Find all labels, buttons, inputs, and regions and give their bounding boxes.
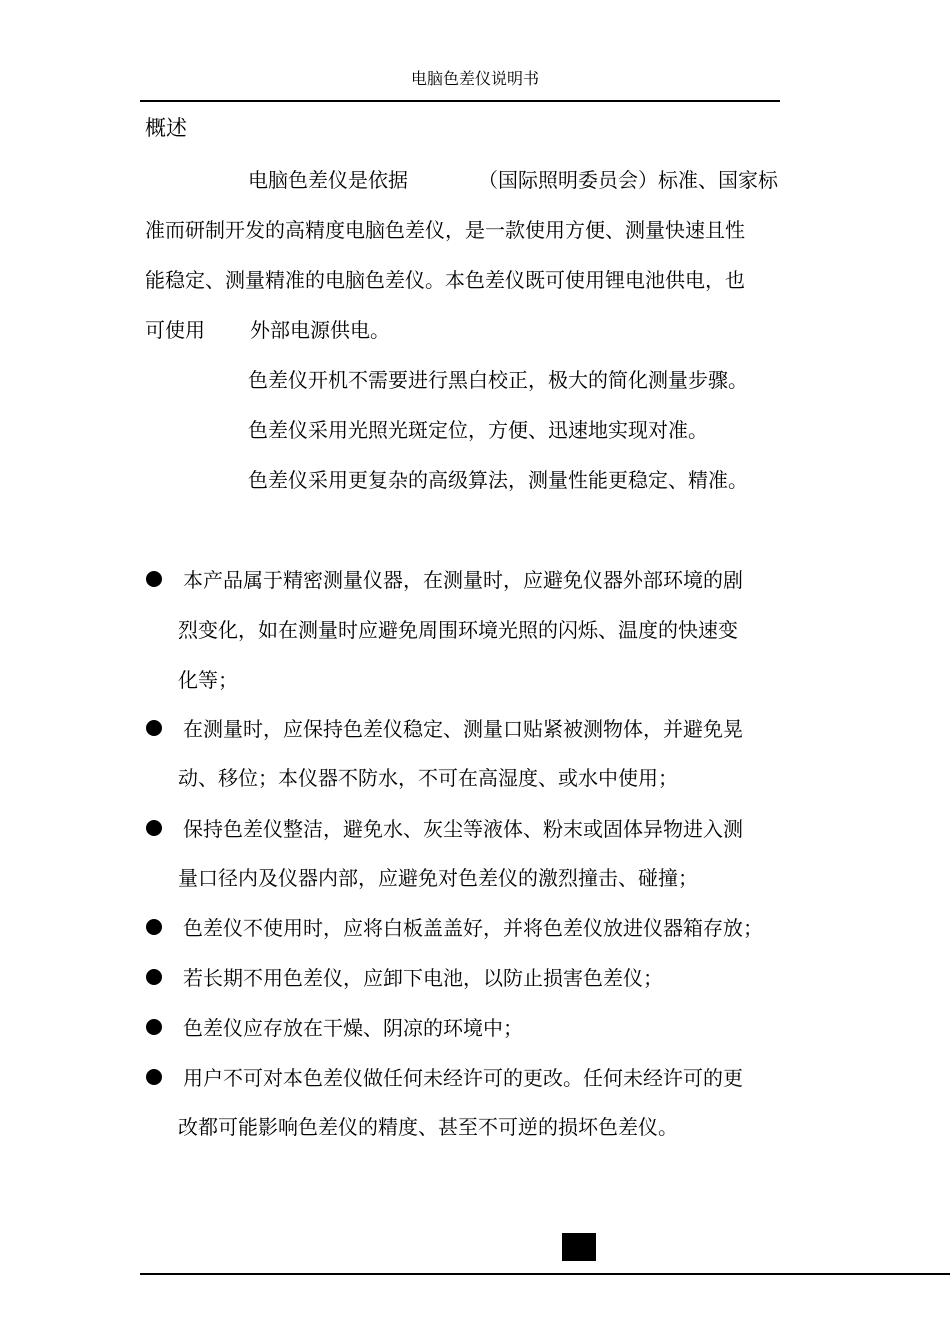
feature-line: 色差仪采用光照光斑定位，方便、迅速地实现对准。 xyxy=(248,418,708,442)
bullet-dot-icon xyxy=(146,1069,162,1085)
bullet-dot-icon xyxy=(146,919,162,935)
precaution-item-line: 动、移位；本仪器不防水，不可在高湿度、或水中使用； xyxy=(178,766,678,790)
bullet-dot-icon xyxy=(146,720,162,736)
precaution-item-line: 烈变化，如在测量时应避免周围环境光照的闪烁、温度的快速变 xyxy=(178,618,738,642)
overview-text-line: 准而研制开发的高精度电脑色差仪，是一款使用方便、测量快速且性 xyxy=(145,218,745,242)
precaution-item-line: 在测量时，应保持色差仪稳定、测量口贴紧被测物体，并避免晃 xyxy=(183,717,743,741)
document-title: 电脑色差仪说明书 xyxy=(410,69,539,88)
precaution-item-line: 色差仪应存放在干燥、阴凉的环境中； xyxy=(183,1016,523,1040)
precaution-item-line: 本产品属于精密测量仪器，在测量时，应避免仪器外部环境的剧 xyxy=(183,568,743,592)
precaution-item-line: 量口径内及仪器内部，应避免对色差仪的激烈撞击、碰撞； xyxy=(178,866,698,890)
page-number-box xyxy=(562,1233,596,1261)
overview-text-line: 电脑色差仪是依据 xyxy=(248,168,408,192)
overview-text-line: 外部电源供电。 xyxy=(250,318,390,342)
precaution-item-line: 若长期不用色差仪，应卸下电池，以防止损害色差仪； xyxy=(183,966,663,990)
precaution-item-line: 改都可能影响色差仪的精度、甚至不可逆的损坏色差仪。 xyxy=(178,1115,678,1139)
precaution-item-line: 化等； xyxy=(178,668,238,692)
overview-text-line: 能稳定、测量精准的电脑色差仪。本色差仪既可使用锂电池供电，也 xyxy=(145,268,745,292)
overview-text-line: 可使用 xyxy=(145,318,205,342)
section-heading-overview: 概述 xyxy=(145,116,187,140)
overview-text-line: （国际照明委员会）标准、国家标 xyxy=(478,168,778,192)
header-divider xyxy=(140,100,780,102)
bullet-dot-icon xyxy=(146,1019,162,1035)
precaution-item-line: 保持色差仪整洁，避免水、灰尘等液体、粉末或固体异物进入测 xyxy=(183,817,743,841)
bullet-dot-icon xyxy=(146,820,162,836)
precaution-item-line: 色差仪不使用时，应将白板盖盖好，并将色差仪放进仪器箱存放； xyxy=(183,916,763,940)
footer-divider xyxy=(140,1273,950,1275)
bullet-dot-icon xyxy=(146,969,162,985)
feature-line: 色差仪开机不需要进行黑白校正，极大的简化测量步骤。 xyxy=(248,368,748,392)
precaution-item-line: 用户不可对本色差仪做任何未经许可的更改。任何未经许可的更 xyxy=(183,1066,743,1090)
bullet-dot-icon xyxy=(146,571,162,587)
feature-line: 色差仪采用更复杂的高级算法，测量性能更稳定、精准。 xyxy=(248,468,748,492)
